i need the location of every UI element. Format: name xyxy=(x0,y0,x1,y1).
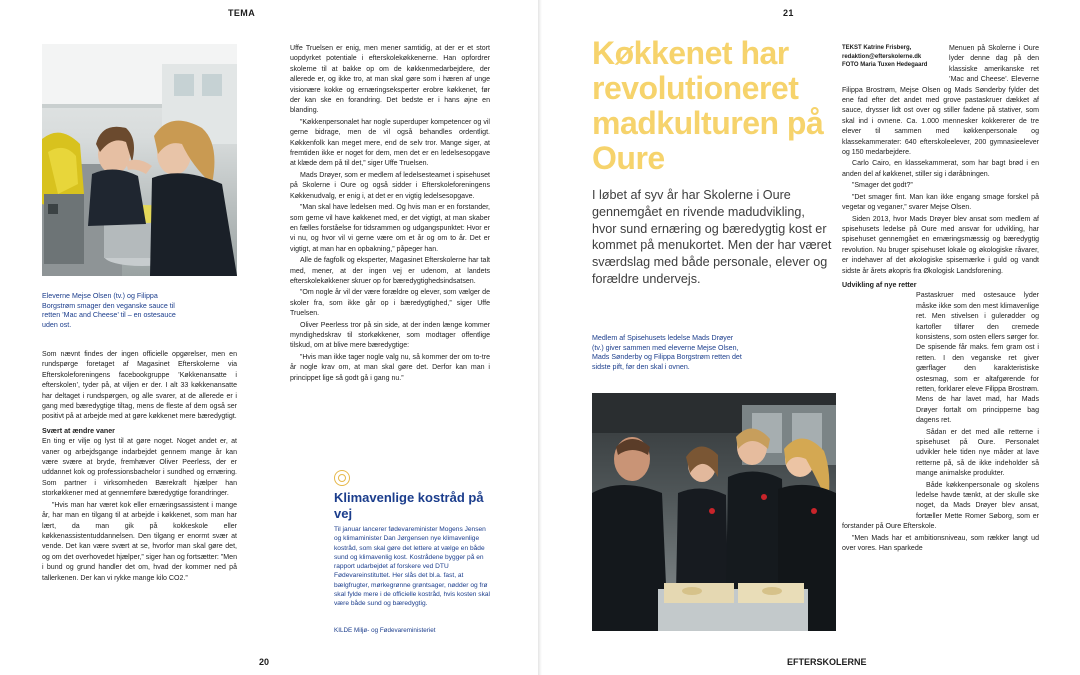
paragraph: Siden 2013, hvor Mads Drøyer blev ansat som medlem af spisehusets ledelse på Oure med ansvar for udvikling, har spisehuset gennemgået en ernæringsmæssig og bæredygtig revolution. Nu bruger spisehuset lokale og økologiske råvarer, er indehaver af det økologiske spisemærke i guld og vandt sidste år årets økopris fra Økologisk Landsforening. xyxy=(842,215,1039,275)
right-photo-caption: Medlem af Spisehusets ledelse Mads Drøyer (tv.) giver sammen med eleverne Mejse Olsen, Mads Sønderby og Filippa Borgstrøm retten det sidste pift, før den skal i ovnen. xyxy=(592,334,742,371)
paragraph: Carlo Cairo, en klassekammerat, som har bagt brød i en anden del af køkkenet, stiller sig i døråbningen. xyxy=(842,160,1039,178)
kitchen-team-photo xyxy=(592,393,836,631)
paragraph: ”Man skal have ledelsen med. Og hvis man er en forstander, som gerne vil have køkkenet med, er det vigtigt, at man skaber en fælles forståelse for tidsrammen og udgangspunktet: Hvor er vi nu, og hvor vil vi gerne være om et år og om to år. Det er vigtigt, at man har en opbakning,” påpeger han. xyxy=(290,204,490,253)
target-icon xyxy=(334,470,350,486)
paragraph: Alle de fagfolk og eksperter, Magasinet Efterskolerne har talt med, mener, at der ingen vej er udenom, at landets efterskolekøkkener skruer op for bæredygtighedsindsatsen. xyxy=(290,257,490,285)
left-photo-caption: Eleverne Mejse Olsen (tv.) og Filippa Borgstrøm smager den veganske sauce til retten ’Mac and Cheese’ til – en ostesauce uden ost. xyxy=(42,292,176,329)
byline-text: TEKST Katrine Frisberg, xyxy=(842,45,912,51)
article-column-3 xyxy=(842,44,1039,556)
spread-spine xyxy=(538,0,542,675)
article-column-2 xyxy=(290,44,490,385)
paragraph: Både køkkenpersonale og skolens ledelse havde tænkt, at der skulle ske noget, da Mads Drøyer blev ansat, fortæller Mette Romer Søborg, som er forstander på Oure Efterskole. xyxy=(842,481,1039,531)
article-headline: Køkkenet har revolutioneret madkulturen på Oure xyxy=(592,35,824,176)
paragraph: Menuen på Skolerne i Oure lyder denne dag på den klassiske amerikanske ret ’Mac and Cheese’. Eleverne Filippa Brostrøm, Mejse Olsen og Mads Sønderby fylder det ene fad efter det andet med grove pastaskruer dækket af sauce, drysser lidt ost over og stiller fadene på stativer, som skal ind i ovnene. Ca. 1.000 mennesker kokkererer de tre elever til sammen med køkkenpersonale og klassekammerater: 640 efterskoleelever, 200 gymnasieelever og 150 medarbejdere. xyxy=(842,45,1039,157)
paragraph: Uffe Truelsen er enig, men mener samtidig, at der er et stort uopdyrket potentiale i efterskolekøkkenerne. Han opfordrer skolerne til at bakke op om de køkkenmedarbejdere, der allerede er, og ikke tro, at man skal gøre som i hæren af unge visionære kokke og ernæringseksperter erobre køkkenet, før der kan ske en forandring. Det bedste er i hans øjne en blanding. xyxy=(290,45,490,115)
fact-box-body: Til januar lancerer fødevareminister Mogens Jensen og klimaminister Dan Jørgensen nye klimavenlige kostråd, som skal gøre det lettere at vælge en både sund og klimavenlig kost. Kostrådene bygger på en rapport udarbejdet af forskere ved DTU Fødevareinstituttet. Her slås det bl.a. fast, at bælgfrugter, mørkegrønne grøntsager, nødder og frø skal fylde mere i de officielle kostråd, hvis kosten skal være både sund og bæredygtig. xyxy=(334,526,490,608)
publication-name: EFTERSKOLERNE xyxy=(787,657,867,667)
paragraph: En ting er vilje og lyst til at gøre noget. Noget andet er, at vaner og arbejdsgange indarbejdet gennem mange år kan være svære at bryde, fremhæver Oliver Peerless, der er uddannet kok og professionsbachelor i sundhed og ernæring. Som partner i virksomheden Bærekraft hjælper han storkøkkener med at gennemføre bæredygtige forandringer. xyxy=(42,438,237,498)
article-lead: I løbet af syv år har Skolerne i Oure gennemgået en rivende madudvikling, hvor sund ernæring og bæredygtig kost er kommet på menukortet. Men der har været sværdslag med både personale, elever og forældre undervejs. xyxy=(592,188,832,286)
paragraph: ”Men Mads har et ambitionsniveau, som rækker langt ud over vores. Han sparkede xyxy=(842,534,1039,553)
paragraph: ”Køkkenpersonalet har nogle superduper kompetencer og vil gerne bidrage, men de vil også behandles ordentligt. Køkkenfolk kan meget mere, end de selv tror. Mange siger, at fremtiden ikke er noget for dem, men det er en ledelsesopgave at klæde dem på til det,” siger Uffe Truelsen. xyxy=(290,118,490,168)
section-label: TEMA xyxy=(228,8,256,18)
page-number-left: 20 xyxy=(259,657,270,667)
students-tasting-photo xyxy=(42,44,237,276)
paragraph: ”Hvis man har været kok eller ernæringsassistent i mange år, har man en tilgang til at arbejde i køkkenet, som man har lært, da man gik på kokkeskole eller køkkenassistentuddannelsen. Den tilgang er enormt svær at vende. Det kan være svært at se, hvorfor man skal gøre det, og om det overhovedet hjælper,” siger han og fortsætter: ”Men i bund og grund handler det om, hvad der kommer ned på tallerkenen. Der kan vi rykke mange kilo CO2.” xyxy=(42,501,237,582)
fact-box-source: KILDE Miljø- og Fødevareministeriet xyxy=(334,627,436,634)
article-column-1 xyxy=(42,350,237,585)
fact-box-title: Klimavenlige kostråd på vej xyxy=(334,490,484,521)
paragraph: Pastaskruer med ostesauce lyder måske ikke som den mest klimavenlige ret. Men stivelsen i gulerødder og kartofler tilfører den cremede konsistens, som osten ellers sørger for. De spisende får maks. fem gram ost i retten. I den veganske ret giver gærflager den karakteristiske ostesmag, som er altafgørende for retten, forklarer eleve Filippa Brostrøm. Mens de har lavet mad, har Mads Drøyer fortalt om principperne bag dagens ret. xyxy=(916,292,1039,425)
paragraph: ”Det smager fint. Man kan ikke engang smage forskel på vegetar og veganer,” svarer Mejse Olsen. xyxy=(842,193,1039,212)
paragraph: ”Om nogle år vil der være forældre og elever, som vælger de skoler fra, som ikke går op i bæredygtighed,” siger Uffe Truelsen. xyxy=(290,289,490,318)
paragraph: Oliver Peerless tror på sin side, at der inden længe kommer myndighedskrav til storkøkkener, som modtager offentlige tilskud, om at blive mere bæredygtige: xyxy=(290,321,490,350)
paragraph: Som nævnt findes der ingen officielle opgørelser, men en rundspørge foretaget af Magasinet Efterskolerne via Efterskoleforeningens facebookgruppe ’Køkkenansatte i efterskolen’, tyder på, at viljen er der. I alt 33 køkkenansatte har deltaget i rundspørgen, og alle svarer, at de allerede er i gang med bæredygtige tiltag, mens de fleste af dem også ser positivt på at arbejde med at gøre køkkenet mere bæredygtigt. xyxy=(42,351,237,421)
subheading: Udvikling af nye retter xyxy=(842,280,917,289)
right-page xyxy=(540,0,1080,675)
page-number-right: 21 xyxy=(783,8,794,18)
kitchen-team-illustration xyxy=(592,393,836,631)
paragraph: ”Hvis man ikke tager nogle valg nu, så kommer der om to-tre år nogle krav om, at man skal gøre det. Derfor kan man i princippet lige så godt gå i gang nu.” xyxy=(290,353,490,382)
paragraph: ”Smager det godt?” xyxy=(852,182,913,190)
students-tasting-illustration xyxy=(42,44,237,276)
paragraph: Mads Drøyer, som er medlem af ledelsesteamet i spisehuset på Skolerne i Oure og også sidder i Efterskoleforeningens Køkkenudvalg, er enig i, at det er en vigtig ledelsesopgave. xyxy=(290,171,490,200)
byline-email: redaktion@efterskolerne.dk xyxy=(842,53,922,60)
byline-photo: FOTO Maria Tuxen Hedegaard xyxy=(842,62,928,68)
subheading: Svært at ændre vaner xyxy=(42,426,115,435)
paragraph: Sådan er det med alle retterne i spisehuset på Oure. Personalet udvikler hele tiden nye måder at lave retterne på, så de ikke indeholder så mange animalske produkter. xyxy=(916,428,1039,478)
